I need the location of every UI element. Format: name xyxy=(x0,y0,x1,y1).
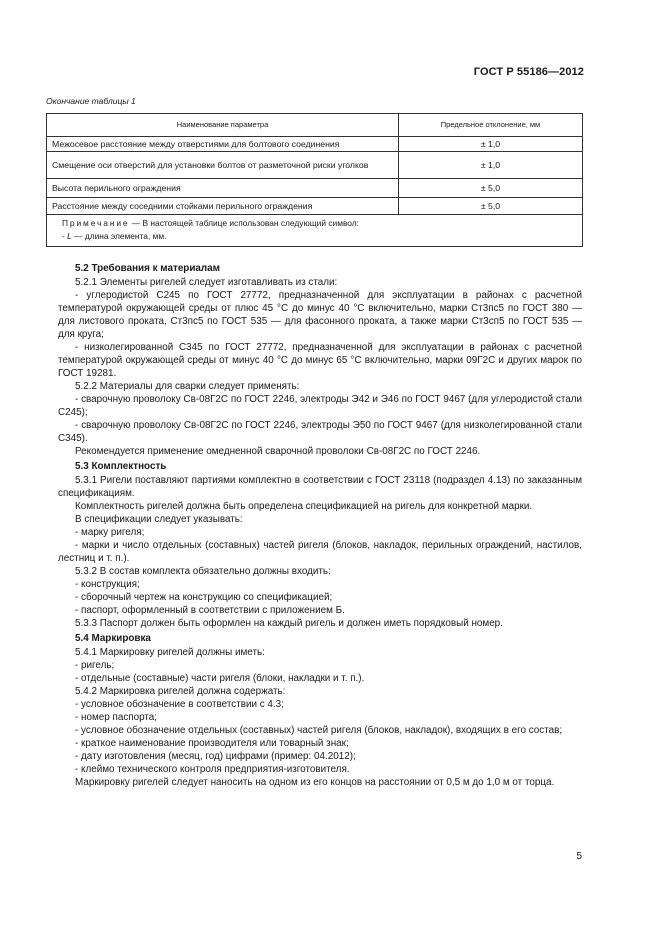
row-value: ± 1,0 xyxy=(399,137,583,152)
note-text: — В настоящей таблице использован следующий символ: xyxy=(129,218,359,228)
list-item: - низколегированной С345 по ГОСТ 27772, предназначенной для эксплуатации в районах с расчетной температурой окружающей среды от минус 40 °С до минус 65 °С включительно, марки 09Г2С и других марок по ГОСТ 19281. xyxy=(58,342,582,379)
note-symbol-L: L xyxy=(67,230,72,241)
paragraph: 5.4.1 Маркировку ригелей должны иметь: xyxy=(75,647,265,658)
list-item: - сварочную проволоку Св-08Г2С по ГОСТ 2246, электроды Э50 по ГОСТ 9467 (для низколегированной стали С345). xyxy=(58,420,582,444)
list-item: - условное обозначение в соответствии с 4.3; xyxy=(75,699,284,710)
document-code: ГОСТ Р 55186—2012 xyxy=(473,66,584,78)
row-param: Межосевое расстояние между отверстиями для болтового соединения xyxy=(47,137,399,152)
note-symbol-dash: - xyxy=(62,230,68,241)
paragraph: 5.3.1 Ригели поставляют партиями комплектно в соответствии с ГОСТ 23118 (подраздел 4.13) по заказанным спецификациям. xyxy=(58,475,582,499)
row-value: ± 1,0 xyxy=(399,152,583,179)
note-symbol-desc: — длина элемента, мм. xyxy=(71,230,167,241)
page-number: 5 xyxy=(576,851,582,862)
list-item: - сварочную проволоку Св-08Г2С по ГОСТ 2246, электроды Э42 и Э46 по ГОСТ 9467 (для углеродистой стали С245); xyxy=(58,394,582,418)
list-item: - паспорт, оформленный в соответствии с приложением Б. xyxy=(75,605,345,616)
list-item: - конструкция; xyxy=(75,579,140,590)
row-param: Смещение оси отверстий для установки болтов от разметочной риски уголков xyxy=(47,152,399,179)
row-value: ± 5,0 xyxy=(399,179,583,198)
paragraph: Рекомендуется применение омедненной сварочной проволоки Св-08Г2С по ГОСТ 2246. xyxy=(75,446,481,457)
list-item: - номер паспорта; xyxy=(75,712,158,723)
header-deviation: Предельное отклонение, мм xyxy=(399,114,583,137)
list-item: - условное обозначение отдельных (составных) частей ригеля (блоков, накладок), входящих в его состав; xyxy=(75,725,563,736)
table-note xyxy=(47,215,583,247)
note-label: Примечание xyxy=(62,218,130,228)
list-item: - отдельные (составные) части ригеля (блоки, накладки и т. п.). xyxy=(75,673,365,684)
paragraph: В спецификации следует указывать: xyxy=(75,514,243,525)
paragraph: Маркировку ригелей следует наносить на одном из его концов на расстоянии от 0,5 м до 1,0 м от торца. xyxy=(75,777,555,788)
paragraph: 5.3.3 Паспорт должен быть оформлен на каждый ригель и должен иметь порядковый номер. xyxy=(75,618,503,629)
section-title-5-4: 5.4 Маркировка xyxy=(75,633,151,644)
list-item: - марку ригеля; xyxy=(75,527,145,538)
table-row xyxy=(47,152,583,179)
table-row xyxy=(47,137,583,152)
row-param: Высота перильного ограждения xyxy=(47,179,399,198)
list-item: - сборочный чертеж на конструкцию со спецификацией; xyxy=(75,592,333,603)
section-title-5-3: 5.3 Комплектность xyxy=(75,461,167,472)
list-item: - углеродистой С245 по ГОСТ 27772, предназначенной для эксплуатации в районах с расчетной температурой окружающей среды от плюс 45 °С до минус 40 °С включительно, марки Ст3пс5 по ГОСТ 380 — для листового проката, Ст3пс5 по ГОСТ 535 — для фасонного проката, а также марки Ст3сп5 по ГОСТ 535 — для круга; xyxy=(58,290,582,340)
table-row xyxy=(47,198,583,215)
list-item: - дату изготовления (месяц, год) цифрами (пример: 04.2012); xyxy=(75,751,356,762)
list-item: - клеймо технического контроля предприятия-изготовителя. xyxy=(75,764,350,775)
paragraph: 5.4.2 Маркировка ригелей должна содержать: xyxy=(75,686,286,697)
table-header-row xyxy=(47,114,583,137)
list-item: - ригель; xyxy=(75,660,115,671)
section-title-5-2: 5.2 Требования к материалам xyxy=(75,263,220,274)
table-row xyxy=(47,179,583,198)
table-note-row xyxy=(47,215,583,247)
paragraph: Комплектность ригелей должна быть определена спецификацией на ригель для конкретной марки. xyxy=(75,501,533,512)
row-value: ± 5,0 xyxy=(399,198,583,215)
list-item: - краткое наименование производителя или товарный знак; xyxy=(75,738,349,749)
document-body xyxy=(58,260,582,789)
paragraph: 5.2.1 Элементы ригелей следует изготавливать из стали: xyxy=(75,277,338,288)
deviation-table xyxy=(46,113,583,247)
row-param: Расстояние между соседними стойками перильного ограждения xyxy=(47,198,399,215)
paragraph: 5.3.2 В состав комплекта обязательно должны входить: xyxy=(75,566,331,577)
paragraph: 5.2.2 Материалы для сварки следует применять: xyxy=(75,381,300,392)
table-caption: Окончание таблицы 1 xyxy=(46,96,136,106)
header-param: Наименование параметра xyxy=(47,114,399,137)
list-item: - марки и число отдельных (составных) частей ригеля (блоков, накладок, перильных ограждений, настилов, лестниц и т. п.). xyxy=(58,540,582,564)
